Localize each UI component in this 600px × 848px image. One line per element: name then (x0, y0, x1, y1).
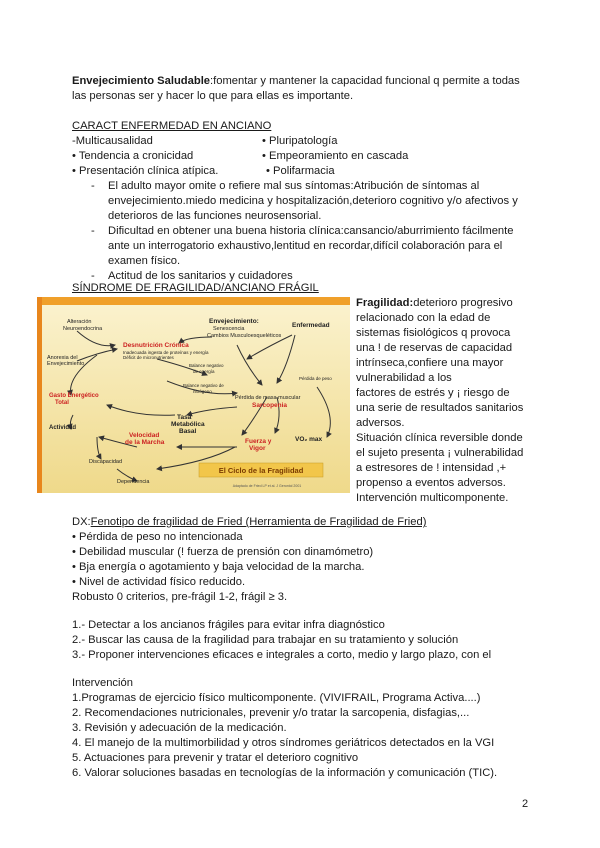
node-anorexia-1: Anorexia del (47, 355, 78, 361)
node-enfermedad: Enfermedad (292, 322, 330, 329)
node-perdida-peso: Pérdida de peso (299, 376, 332, 381)
caract-right-3: • Polifarmacia (266, 165, 335, 177)
node-envejecimiento-1: Envejecimiento: (209, 318, 259, 325)
fragilidad-def-line: Intervención multicomponente. (356, 492, 509, 504)
fragilidad-def-line-1 (356, 296, 513, 311)
fragilidad-def-line: a estresores de ! intensidad ,+ (356, 462, 507, 474)
fragilidad-term: Fragilidad: (356, 297, 414, 309)
intro-term: Envejecimiento Saludable (72, 75, 211, 87)
figure-footer: Adaptado de Fried LP et al. J Gerontol 2001 (232, 484, 302, 488)
node-desnutricion: Desnutrición Crónica (123, 342, 189, 349)
fragilidad-def-line: adversos. (356, 417, 405, 429)
caract-heading: CARACT ENFERMEDAD EN ANCIANO (72, 120, 272, 132)
node-balance-neg-1: Balance negativo (189, 363, 224, 368)
dx-item: • Bja energía o agotamiento y baja velocidad de la marcha. (72, 561, 365, 573)
node-envejecimiento-2: Senescencia (213, 326, 245, 332)
node-desnutricion-sub-2: Déficit de micronutrientes (123, 355, 174, 360)
node-fuerza-1: Fuerza y (245, 438, 272, 445)
node-alteracion-1: Alteración (67, 319, 92, 325)
node-anorexia-2: Envejecimiento (47, 361, 85, 367)
caract-left-2: • Tendencia a cronicidad (72, 150, 194, 162)
intro-text: :fomentar y mantener la capacidad funcional q permite a todas (210, 75, 520, 87)
dx-prefix: DX: (72, 516, 91, 528)
intervencion-item: 3. Revisión y adecuación de la medicación. (72, 722, 287, 734)
dash-1-line-1: El adulto mayor omite o refiere mal sus síntomas:Atribución de síntomas al (108, 180, 480, 192)
node-perdida-masa: Pérdida de masa muscular (235, 395, 301, 401)
dash-3-line-1: Actitud de los sanitarios y cuidadores (108, 270, 293, 282)
figure-top-band (37, 297, 350, 305)
dash-marker: - (91, 180, 95, 192)
dash-marker: - (91, 270, 95, 282)
caract-left-1: -Multicausalidad (72, 135, 153, 147)
dx-item: • Debilidad muscular (! fuerza de prensión con dinamómetro) (72, 546, 374, 558)
fragilidad-heading: SÍNDROME DE FRAGILIDAD/ANCIANO FRÁGIL (72, 282, 319, 294)
caract-right-2: • Empeoramiento en cascada (262, 150, 409, 162)
node-envejecimiento-3: Cambios Musculoesqueléticos (207, 333, 282, 339)
node-tasa-3: Basal (179, 428, 197, 435)
caract-right-1: • Pluripatología (262, 135, 338, 147)
figure-left-band (37, 297, 42, 493)
dx-item: • Pérdida de peso no intencionada (72, 531, 243, 543)
node-dependencia: Dependencia (117, 479, 150, 485)
intervencion-item: 2. Recomendaciones nutricionales, prevenir y/o tratar la sarcopenia, disfagias,... (72, 707, 470, 719)
intervencion-item: 6. Valorar soluciones basadas en tecnologías de la información y comunicación (TIC). (72, 767, 498, 779)
objetivo-item: 1.- Detectar a los ancianos frágiles para evitar infra diagnóstico (72, 619, 385, 631)
intro-line-1 (72, 74, 520, 89)
dx-item: • Nivel de actividad físico reducido. (72, 576, 246, 588)
node-balance-nitro-2: nitrógeno (193, 389, 212, 394)
fragilidad-def-line: intrínseca,confiere una mayor (356, 357, 504, 369)
dash-marker: - (91, 225, 95, 237)
node-sarcopenia: Sarcopenia (252, 402, 288, 409)
node-balance-neg-2: de energía (193, 369, 215, 374)
fragilidad-def-text: deterioro progresivo (413, 297, 513, 309)
fragilidad-def-line: el sujeto presenta ¡ vulnerabilidad (356, 447, 524, 459)
dash-1-line-3: deterioros de las funciones neurosensorial. (108, 210, 322, 222)
node-alteracion-2: Neuroendocrina (63, 326, 103, 332)
figure-title: El Ciclo de la Fragilidad (218, 466, 304, 475)
objetivo-item: 2.- Buscar las causa de la fragilidad para trabajar en su tratamiento y solución (72, 634, 459, 646)
node-discapacidad: Discapacidad (89, 459, 123, 465)
dash-2-line-3: examen físico. (108, 255, 181, 267)
dx-heading: Fenotipo de fragilidad de Fried (Herramienta de Fragilidad de Fried) (90, 516, 427, 528)
node-tasa-2: Metabólica (171, 421, 205, 428)
node-gasto-2: Total (55, 400, 69, 406)
fragilidad-def-line: relacionado con la edad de (356, 312, 491, 324)
node-actividad: Actividad (49, 425, 77, 431)
intervencion-heading: Intervención (72, 677, 133, 689)
node-balance-nitro-1: Balance negativo de (183, 383, 224, 388)
node-desnutricion-sub-1: Inadecuada ingesta de proteínas y energía (123, 350, 209, 355)
fragilidad-def-line: una serie de resultados sanitarios (356, 402, 524, 414)
objetivo-item: 3.- Proponer intervenciones eficaces e integrales a corto, medio y largo plazo, con el (72, 649, 492, 661)
node-velocidad-1: Velocidad (129, 432, 160, 439)
intervencion-item: 1.Programas de ejercicio físico multicomponente. (VIVIFRAIL, Programa Activa....) (72, 692, 481, 704)
dash-2-line-1: Dificultad en obtener una buena historia clínica:cansancio/aburrimiento fácilmente (108, 225, 514, 237)
dash-1-line-2: envejecimiento.miedo medicina y hospitalización,deterioro cognitivo y/o afectivos y (108, 195, 518, 207)
caract-left-3: • Presentación clínica atípica. (72, 165, 219, 177)
fragility-cycle-diagram (37, 297, 350, 493)
dash-2-line-2: ante un interrogatorio exhaustivo,lentitud en recordar,difícil colaboración para el (108, 240, 503, 252)
node-gasto-1: Gasto Energético (49, 393, 99, 399)
fragilidad-def-line: Situación clínica reversible donde (356, 432, 523, 444)
fragilidad-def-line: factores de estrés y ¡ riesgo de (356, 387, 510, 399)
node-vo2: VO₂ max (295, 436, 323, 443)
intro-line-2: las personas ser y hacer lo que para ellas es importante. (72, 90, 354, 102)
page-number: 2 (522, 798, 529, 810)
node-velocidad-2: de la Marcha (125, 439, 165, 446)
dx-heading-line (72, 515, 426, 530)
node-fuerza-2: Vigor (249, 445, 266, 452)
node-tasa-1: Tasa (177, 414, 192, 421)
intervencion-item: 4. El manejo de la multimorbilidad y otros síndromes geriátricos detectados en la VGI (72, 737, 495, 749)
fragility-cycle-figure (37, 297, 350, 493)
intervencion-item: 5. Actuaciones para prevenir y tratar el deterioro cognitivo (72, 752, 359, 764)
fragilidad-def-line: sistemas fisiológicos q provoca (356, 327, 511, 339)
fragilidad-def-line: una ! de reservas de capacidad (356, 342, 513, 354)
fragilidad-def-line: vulnerabilidad a los (356, 372, 452, 384)
fragilidad-def-line: propenso a eventos adversos. (356, 477, 506, 489)
dx-robusto: Robusto 0 criterios, pre-frágil 1-2, frágil ≥ 3. (72, 591, 288, 603)
